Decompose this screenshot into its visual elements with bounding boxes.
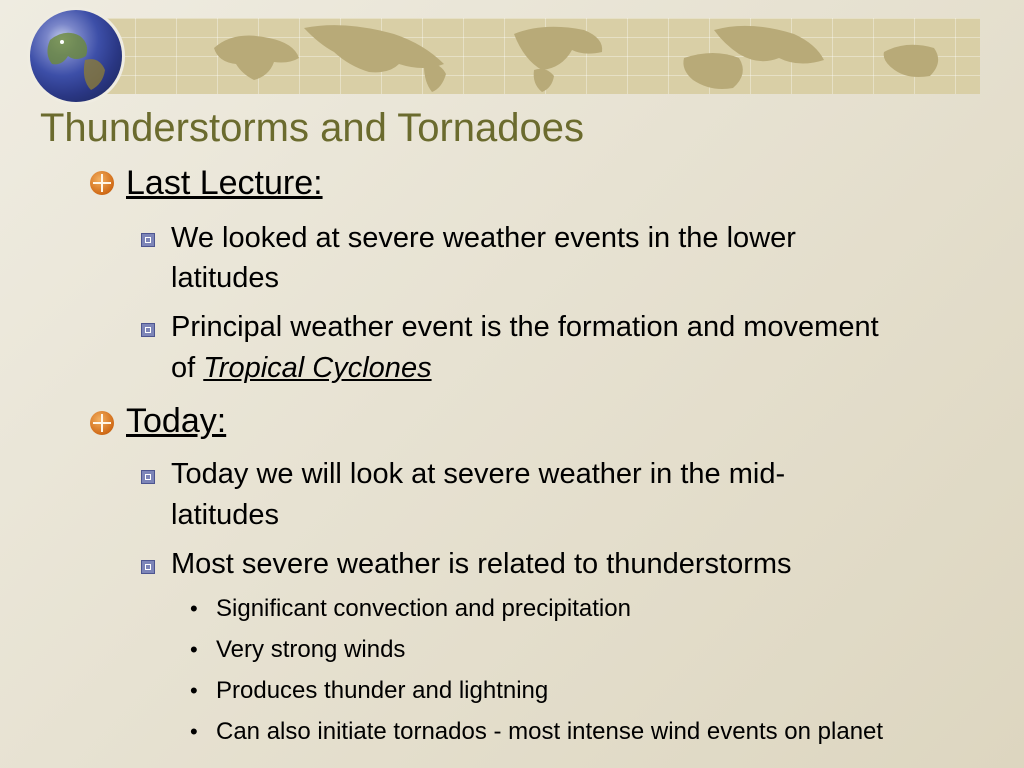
bullet-text-continued [171, 348, 432, 388]
bullet-text: We looked at severe weather events in the lower [171, 222, 796, 254]
bullet-text: Principal weather event is the formation and movement [171, 311, 879, 343]
slide-title: Thunderstorms and Tornadoes [40, 106, 585, 150]
dot-bullet-icon: • [190, 678, 198, 703]
globe-logo [30, 10, 122, 102]
dot-bullet-icon: • [190, 596, 198, 621]
blue-square-bullet-icon [141, 470, 155, 484]
bullet-text-prefix: of [171, 352, 204, 384]
orange-bullet-icon [90, 411, 114, 435]
blue-square-bullet-icon [141, 323, 155, 337]
sub-bullet-text: Significant convection and precipitation [216, 595, 631, 622]
section-heading-today: Today: [126, 402, 227, 440]
sub-bullet-text: Can also initiate tornados - most intense wind events on planet [216, 718, 884, 745]
section-heading-last-lecture: Last Lecture: [126, 164, 323, 202]
world-map-banner [94, 18, 980, 94]
blue-square-bullet-icon [141, 560, 155, 574]
bullet-text: Most severe weather is related to thunderstorms [171, 548, 792, 580]
sub-bullet-text: Produces thunder and lightning [216, 677, 549, 704]
bullet-text-continued: latitudes [171, 262, 280, 294]
blue-square-bullet-icon [141, 233, 155, 247]
dot-bullet-icon: • [190, 637, 198, 662]
emphasized-term: Tropical Cyclones [203, 352, 432, 384]
bullet-text: Today we will look at severe weather in the mid- [171, 458, 786, 490]
bullet-text-continued: latitudes [171, 499, 280, 531]
world-map-shapes [94, 18, 980, 94]
globe-continents [30, 10, 122, 102]
orange-bullet-icon [90, 171, 114, 195]
sub-bullet-text: Very strong winds [216, 636, 406, 663]
dot-bullet-icon: • [190, 719, 198, 744]
